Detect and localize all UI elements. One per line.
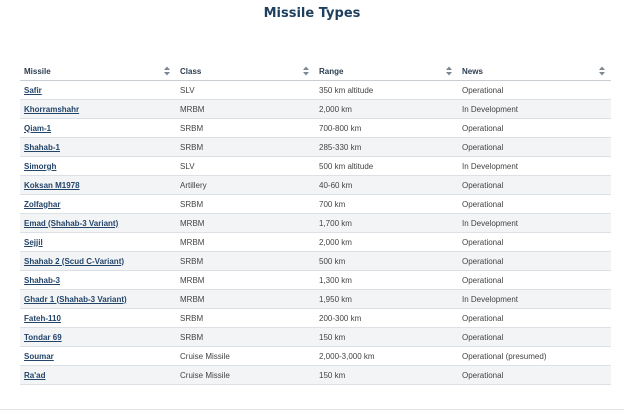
missile-link[interactable]: Khorramshahr (24, 104, 80, 114)
missile-link[interactable]: Shahab 2 (Scud C-Variant) (24, 256, 125, 266)
sort-icon[interactable] (303, 67, 309, 76)
table-header-row (20, 62, 611, 81)
missile-link[interactable]: Emad (Shahab-3 Variant) (24, 218, 119, 228)
table-row (20, 119, 611, 138)
bottom-divider (0, 409, 624, 410)
class-cell: MRBM (176, 100, 315, 119)
table-row (20, 81, 611, 100)
range-cell: 350 km altitude (315, 81, 458, 100)
news-cell: In Development (458, 157, 611, 176)
missile-link[interactable]: Shahab-3 (24, 275, 61, 285)
news-cell: Operational (458, 119, 611, 138)
missile-cell (20, 347, 176, 366)
news-cell: Operational (458, 271, 611, 290)
table-row (20, 252, 611, 271)
class-cell: SRBM (176, 309, 315, 328)
missile-types-table (20, 62, 611, 385)
range-cell: 2,000 km (315, 233, 458, 252)
sort-icon[interactable] (164, 67, 170, 76)
missile-link[interactable]: Shahab-1 (24, 142, 61, 152)
sort-icon[interactable] (599, 67, 605, 76)
table-row (20, 366, 611, 385)
range-cell: 500 km altitude (315, 157, 458, 176)
class-cell: SRBM (176, 328, 315, 347)
table-row (20, 214, 611, 233)
news-cell: Operational (458, 233, 611, 252)
column-header-news[interactable] (458, 62, 611, 81)
missile-link[interactable]: Qiam-1 (24, 123, 52, 133)
range-cell: 150 km (315, 366, 458, 385)
news-cell: Operational (458, 252, 611, 271)
missile-cell (20, 214, 176, 233)
column-header-missile[interactable] (20, 62, 176, 81)
news-cell: Operational (458, 309, 611, 328)
range-cell: 2,000-3,000 km (315, 347, 458, 366)
table-row (20, 100, 611, 119)
table-row (20, 290, 611, 309)
missile-cell (20, 138, 176, 157)
sort-icon[interactable] (446, 67, 452, 76)
column-header-class[interactable] (176, 62, 315, 81)
range-cell: 500 km (315, 252, 458, 271)
missile-link[interactable]: Tondar 69 (24, 332, 62, 342)
news-cell: Operational (458, 138, 611, 157)
missile-cell (20, 195, 176, 214)
column-header-label: Range (319, 66, 344, 76)
news-cell: Operational (458, 366, 611, 385)
missile-link[interactable]: Zolfaghar (24, 199, 61, 209)
table-row (20, 347, 611, 366)
news-cell: Operational (presumed) (458, 347, 611, 366)
table-row (20, 233, 611, 252)
missile-link[interactable]: Fateh-110 (24, 313, 61, 323)
missile-cell (20, 309, 176, 328)
missile-cell (20, 328, 176, 347)
class-cell: MRBM (176, 290, 315, 309)
class-cell: SRBM (176, 119, 315, 138)
class-cell: Artillery (176, 176, 315, 195)
range-cell: 700-800 km (315, 119, 458, 138)
table-row (20, 309, 611, 328)
column-header-label: Class (180, 66, 202, 76)
table-row (20, 271, 611, 290)
class-cell: SRBM (176, 195, 315, 214)
missile-link[interactable]: Sejjil (24, 237, 43, 247)
class-cell: MRBM (176, 271, 315, 290)
news-cell: Operational (458, 176, 611, 195)
range-cell: 285-330 km (315, 138, 458, 157)
missile-link[interactable]: Koksan M1978 (24, 180, 80, 190)
missile-link[interactable]: Ra'ad (24, 370, 46, 380)
missile-cell (20, 119, 176, 138)
range-cell: 150 km (315, 328, 458, 347)
news-cell: Operational (458, 81, 611, 100)
class-cell: MRBM (176, 233, 315, 252)
table-row (20, 157, 611, 176)
missile-cell (20, 81, 176, 100)
class-cell: SRBM (176, 138, 315, 157)
missile-cell (20, 157, 176, 176)
missile-cell (20, 176, 176, 195)
range-cell: 1,950 km (315, 290, 458, 309)
missile-cell (20, 366, 176, 385)
range-cell: 40-60 km (315, 176, 458, 195)
news-cell: In Development (458, 100, 611, 119)
news-cell: Operational (458, 195, 611, 214)
class-cell: MRBM (176, 214, 315, 233)
news-cell: In Development (458, 214, 611, 233)
class-cell: SLV (176, 81, 315, 100)
range-cell: 2,000 km (315, 100, 458, 119)
range-cell: 1,300 km (315, 271, 458, 290)
range-cell: 1,700 km (315, 214, 458, 233)
news-cell: Operational (458, 328, 611, 347)
missile-cell (20, 252, 176, 271)
range-cell: 700 km (315, 195, 458, 214)
range-cell: 200-300 km (315, 309, 458, 328)
missile-cell (20, 271, 176, 290)
missile-cell (20, 233, 176, 252)
missile-link[interactable]: Safir (24, 85, 42, 95)
missile-cell (20, 100, 176, 119)
column-header-label: Missile (24, 66, 51, 76)
table-row (20, 195, 611, 214)
class-cell: SLV (176, 157, 315, 176)
missile-link[interactable]: Simorgh (24, 161, 57, 171)
class-cell: Cruise Missile (176, 366, 315, 385)
missile-cell (20, 290, 176, 309)
table-row (20, 328, 611, 347)
class-cell: Cruise Missile (176, 347, 315, 366)
missile-link[interactable]: Ghadr 1 (Shahab-3 Variant) (24, 294, 127, 304)
missile-link[interactable]: Soumar (24, 351, 54, 361)
table-row (20, 176, 611, 195)
column-header-label: News (462, 66, 483, 76)
page-title: Missile Types (263, 6, 361, 21)
news-cell: In Development (458, 290, 611, 309)
class-cell: SRBM (176, 252, 315, 271)
column-header-range[interactable] (315, 62, 458, 81)
table-row (20, 138, 611, 157)
